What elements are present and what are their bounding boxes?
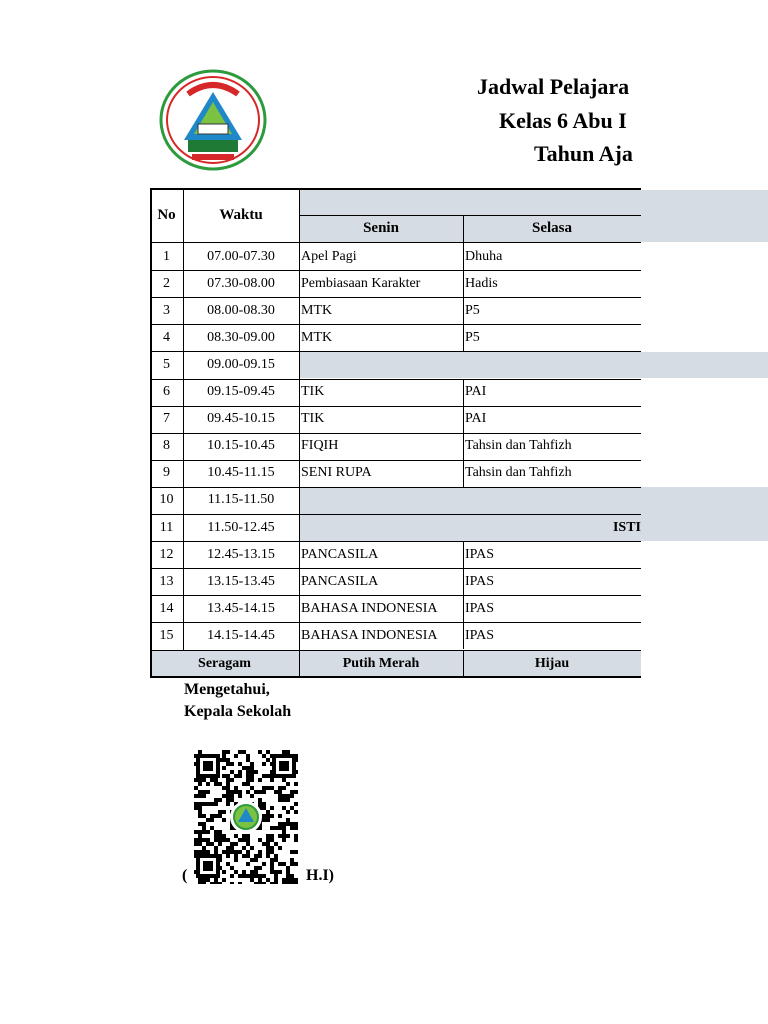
- grid-line: [463, 379, 464, 406]
- row-selasa: Dhuha: [465, 248, 503, 264]
- grid-line: [150, 568, 641, 569]
- row-no: 6: [163, 384, 170, 400]
- row-no: 4: [163, 329, 170, 345]
- row-selasa: IPAS: [465, 627, 495, 643]
- row-senin: BAHASA INDONESIA: [301, 600, 438, 616]
- seragam-senin: Putih Merah: [299, 650, 463, 679]
- row-selasa: IPAS: [465, 600, 495, 616]
- row-senin: MTK: [301, 302, 333, 318]
- title-line-3: Tahun Aja: [534, 141, 633, 166]
- grid-line: [463, 324, 464, 351]
- row-no: 14: [159, 600, 174, 616]
- row-no: 1: [163, 248, 170, 264]
- row-selasa: PAI: [465, 411, 487, 427]
- grid-line: [299, 188, 300, 678]
- row-waktu: 14.15-14.45: [207, 627, 275, 643]
- row-senin: Apel Pagi: [301, 248, 357, 264]
- grid-line: [463, 243, 464, 270]
- grid-line: [463, 215, 464, 243]
- row-merged-break: [299, 487, 641, 514]
- title-line-2: Kelas 6 Abu I: [499, 108, 627, 133]
- row-waktu: 08.00-08.30: [207, 302, 275, 318]
- row-selasa: PAI: [465, 384, 487, 400]
- row-waktu: 10.45-11.15: [207, 465, 275, 481]
- row-selasa: P5: [465, 302, 480, 318]
- row-waktu: 09.15-09.45: [207, 384, 275, 400]
- grid-line: [150, 622, 641, 623]
- row-no: 15: [159, 627, 174, 643]
- grid-line: [150, 324, 641, 325]
- grid-line: [463, 297, 464, 324]
- grid-line: [183, 188, 184, 650]
- row-no: 10: [159, 492, 174, 508]
- header-selasa: Selasa: [463, 215, 641, 242]
- row-selasa: P5: [465, 329, 480, 345]
- row-senin: TIK: [301, 384, 325, 400]
- seragam-selasa: Hijau: [463, 650, 641, 679]
- sign-name-open: (: [182, 867, 188, 884]
- row-senin: PANCASILA: [301, 546, 379, 562]
- row-waktu: 11.50-12.45: [207, 519, 275, 535]
- row-selasa: Tahsin dan Tahfizh: [465, 465, 572, 481]
- grid-line: [150, 297, 641, 298]
- header-senin: Senin: [299, 215, 463, 242]
- row-selasa: IPAS: [465, 546, 495, 562]
- row-no: 2: [163, 275, 170, 291]
- row-waktu: 12.45-13.15: [207, 546, 275, 562]
- title-line-1: Jadwal Pelajara: [477, 74, 630, 99]
- row-selasa: Tahsin dan Tahfizh: [465, 438, 572, 454]
- grid-line: [150, 595, 641, 596]
- row-waktu: 09.45-10.15: [207, 411, 275, 427]
- grid-line: [463, 433, 464, 460]
- row-no: 11: [159, 519, 174, 535]
- grid-line: [463, 541, 464, 568]
- grid-line: [150, 351, 641, 352]
- row-selasa: IPAS: [465, 573, 495, 589]
- row-senin: TIK: [301, 411, 325, 427]
- break-band-overflow: [641, 352, 768, 378]
- row-selasa: Hadis: [465, 275, 498, 291]
- grid-line: [150, 270, 641, 271]
- row-senin: Pembiasaan Karakter: [301, 275, 421, 291]
- grid-line: [463, 568, 464, 595]
- row-waktu: 13.45-14.15: [207, 600, 275, 616]
- row-no: 3: [163, 302, 170, 318]
- grid-line: [463, 406, 464, 433]
- seragam-label: Seragam: [150, 650, 299, 679]
- qr-code-icon: [194, 750, 298, 884]
- sign-kepala-sekolah: Kepala Sekolah: [184, 703, 292, 720]
- grid-line: [150, 188, 641, 190]
- row-no: 13: [159, 573, 174, 589]
- sign-name-close: H.I): [306, 867, 334, 884]
- grid-line: [463, 270, 464, 297]
- grid-line: [150, 650, 641, 651]
- header-waktu: Waktu: [219, 207, 263, 223]
- header-day-band: [299, 190, 641, 215]
- row-senin: BAHASA INDONESIA: [301, 627, 438, 643]
- lunch-band-overflow: [641, 487, 768, 541]
- grid-line: [150, 541, 641, 542]
- grid-line: [150, 514, 641, 515]
- row-merged-break: [299, 351, 641, 378]
- grid-line: [299, 215, 641, 216]
- row-no: 12: [159, 546, 174, 562]
- row-no: 5: [163, 356, 170, 372]
- row-waktu: 10.15-10.45: [207, 438, 275, 454]
- row-waktu: 09.00-09.15: [207, 356, 275, 372]
- grid-line: [150, 242, 641, 243]
- row-no: 7: [163, 411, 170, 427]
- row-waktu: 11.15-11.50: [207, 492, 275, 508]
- grid-line: [150, 379, 641, 380]
- grid-line: [463, 650, 464, 679]
- header-no: No: [157, 207, 176, 223]
- grid-line: [150, 406, 641, 407]
- row-senin: PANCASILA: [301, 573, 379, 589]
- row-waktu: 13.15-13.45: [207, 573, 275, 589]
- header-band-overflow: [641, 190, 768, 242]
- sign-mengetahui: Mengetahui,: [184, 681, 270, 698]
- grid-line: [150, 460, 641, 461]
- grid-line: [463, 622, 464, 649]
- grid-line: [463, 460, 464, 487]
- row-no: 8: [163, 438, 170, 454]
- grid-line: [463, 595, 464, 622]
- schedule-table: [150, 188, 641, 678]
- grid-line: [150, 487, 641, 488]
- row-waktu: 08.30-09.00: [207, 329, 275, 345]
- row-senin: SENI RUPA: [301, 465, 372, 481]
- row-senin: MTK: [301, 329, 333, 345]
- row-waktu: 07.30-08.00: [207, 275, 275, 291]
- grid-line: [150, 433, 641, 434]
- grid-line: [150, 676, 641, 678]
- row-senin: FIQIH: [301, 438, 339, 454]
- row-no: 9: [163, 465, 170, 481]
- row-waktu: 07.00-07.30: [207, 248, 275, 264]
- row-merged-break: ISTI: [299, 514, 641, 541]
